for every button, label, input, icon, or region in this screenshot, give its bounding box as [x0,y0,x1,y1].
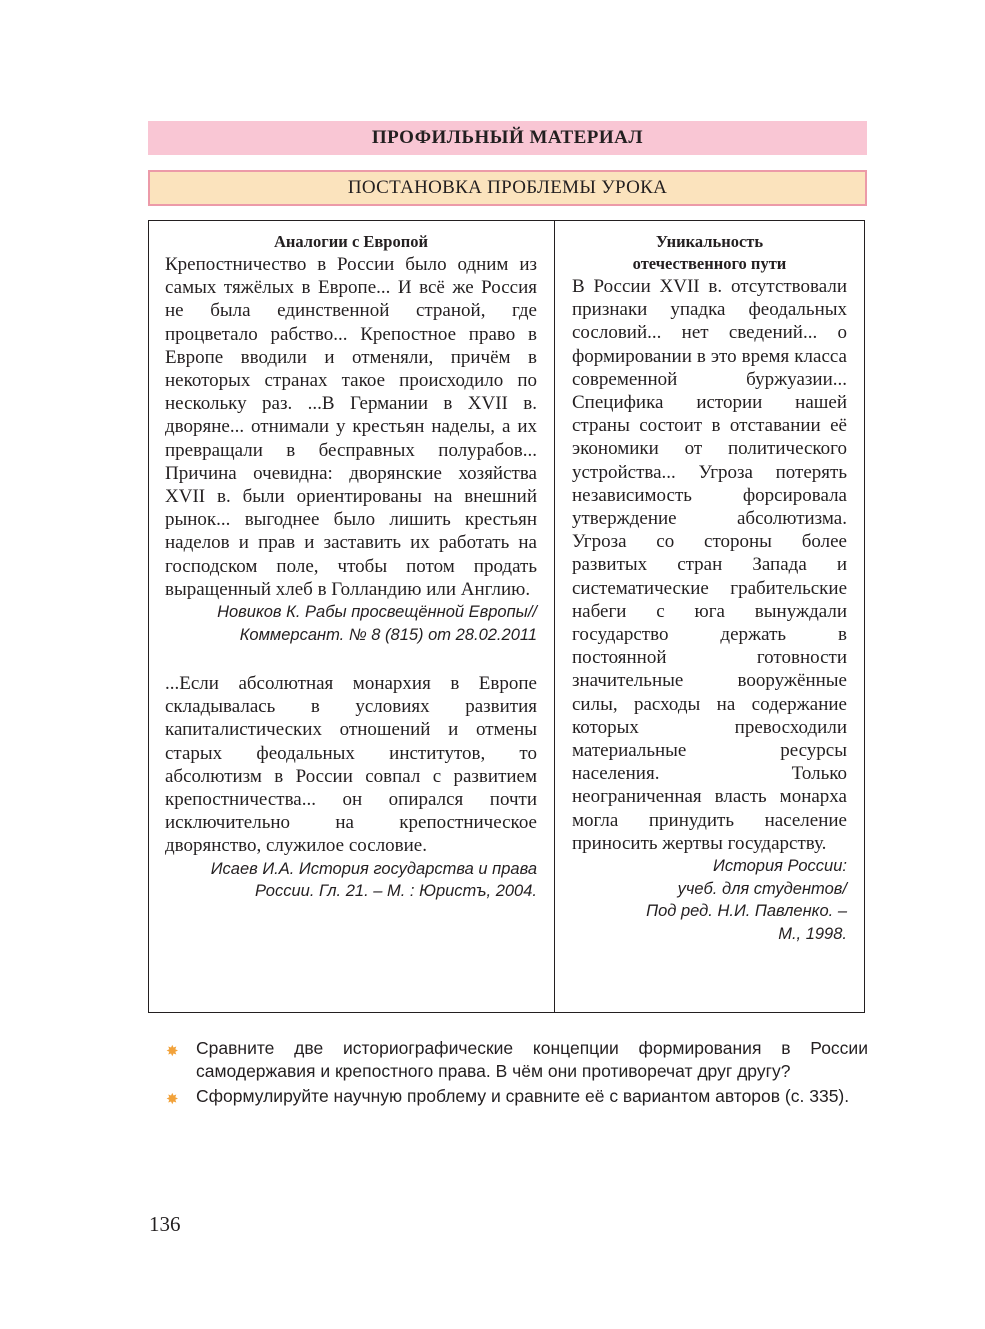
right-column [555,221,864,1012]
question-item [166,1085,868,1108]
comparison-table [148,220,865,1013]
section-banner [148,121,867,155]
left-column-title: Аналогии с Европой [273,232,428,251]
right-column-title-line-1: Уникальность [655,232,764,251]
question-item [166,1037,868,1083]
left-column [149,221,555,1012]
right-text: В России XVII в. отсутствовали признаки упадка феодальных сословий... нет сведений... о формировании в это время класса современной буржуазии... Специфика истории нашей страны состоит в отставании её экономики от политического устройства... Угроза потерять независимость форсировала утверждение абсолютизма. Угроза со стороны более развитых стран Запада и систематические грабительские набеги с юга вынуждали государство держать в постоянной готовности значительные вооружённые силы, расходы на содержание которых превосходили материальные ресурсы населения. Только неограниченная власть монарха могла принудить население приносить жертвы государству. [572,276,847,854]
bullet-icon: ✸ [166,1043,179,1060]
right-source-line-2: учеб. для студентов/ [677,879,847,898]
left-source-2-line-2: России. Гл. 21. – М. : Юристъ, 2004. [254,882,537,901]
subsection-banner [148,170,867,206]
right-source-line-4: М., 1998. [778,924,847,943]
left-text-1: Крепостничество в России было одним из самых тяжёлых в Европе... И всё же Россия не была единственной страной, где процветало рабство... Крепостное право в Европе вводили и отменяли, причём в некоторых странах такое происходило по нескольку раз. ...В Германии в XVII в. дворяне... отнимали у крестьян наделы, а их превращали в бесправных полурабов... Причина очевидна: дворянские хозяйства XVII в. были ориентированы на внешний рынок... выгоднее было лишить крестьян наделов и прав и заставить их работать на господском поле, чтобы потом продать выращенный хлеб в Голландию или Англию. [165,254,537,600]
section-title: ПРОФИЛЬНЫЙ МАТЕРИАЛ [371,127,644,148]
bullet-icon: ✸ [166,1091,179,1108]
right-source-line-1: История России: [713,857,847,876]
left-source-1-line-2: Коммерсант. № 8 (815) от 28.02.2011 [239,625,537,644]
left-text-2: ...Если абсолютная монархия в Европе складывалась в условиях развития капиталистических отношений и отмены старых феодальных институтов, то абсолютизм в России совпал с развитием крепостничества... он опирался почти исключительно на крепостническое дворянство, служилое сословие. [165,673,537,857]
right-column-title-line-2: отечественного пути [632,254,787,273]
subsection-title: ПОСТАНОВКА ПРОБЛЕМЫ УРОКА [347,177,668,198]
questions-list [166,1037,868,1110]
left-source-1-line-1: Новиков К. Рабы просвещённой Европы// [217,603,537,622]
question-text: Сравните две историографические концепции формирования в России самодержавия и крепостного права. В чём они противоречат друг другу? [196,1038,868,1081]
right-source-line-3: Под ред. Н.И. Павленко. – [646,902,847,921]
page-number: 136 [149,1212,181,1236]
question-text: Сформулируйте научную проблему и сравните её с вариантом авторов (с. 335). [196,1086,850,1106]
left-source-2-line-1: Исаев И.А. История государства и права [210,859,537,878]
